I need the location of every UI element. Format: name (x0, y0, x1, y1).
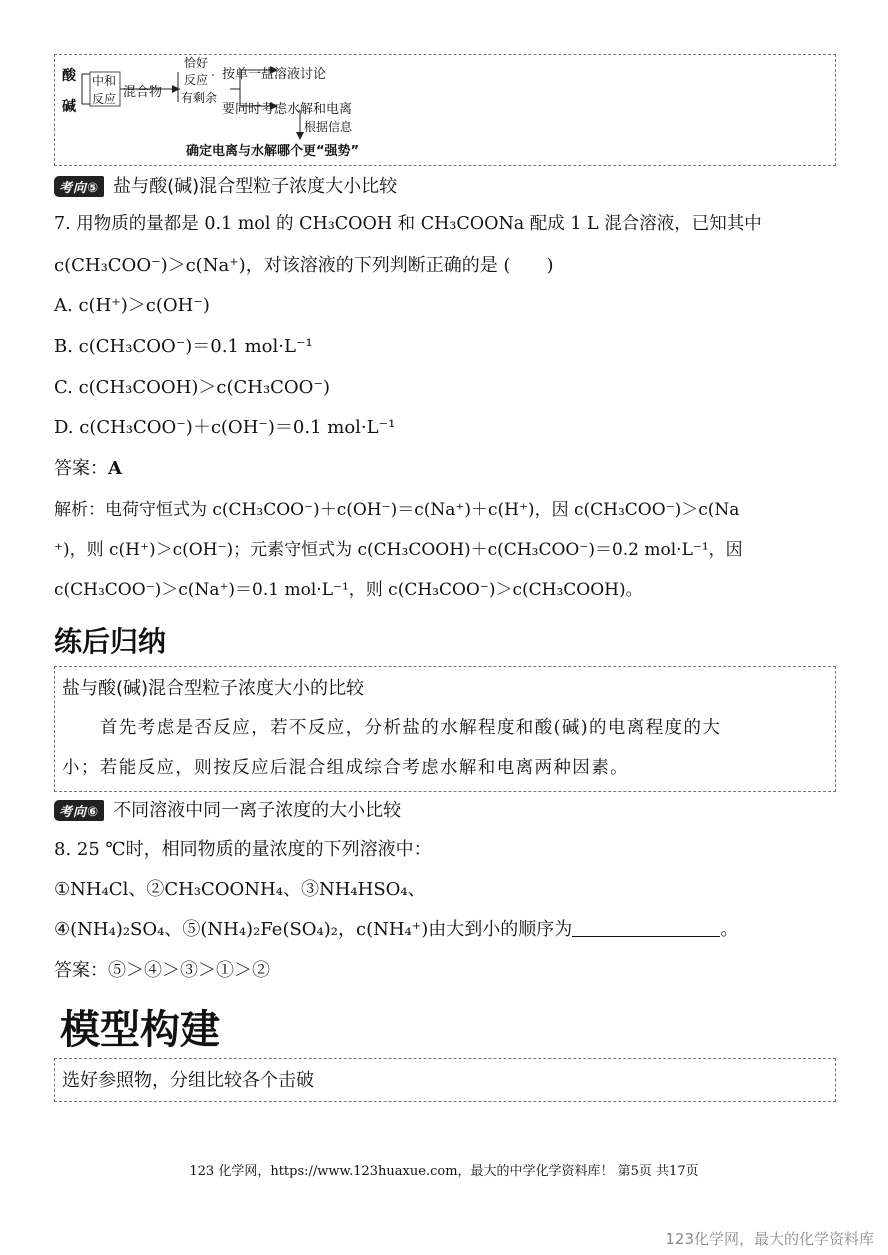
model-heading: 模型构建 (60, 1007, 220, 1053)
diagram-result-single: 按单一盐溶液讨论 (222, 67, 327, 82)
summary-box-text-1: 首先考虑是否反应，若不反应，分析盐的水解程度和酸(碱)的电离程度的大 (100, 718, 722, 738)
q7-analysis-2: ⁺)，则 c(H⁺)＞c(OH⁻)；元素守恒式为 c(CH₃COOH)＋c(CH₃COO⁻)＝0.2 mol·L⁻¹，因 (54, 540, 743, 560)
q8-answer-blank[interactable] (572, 918, 720, 937)
q7-stem-2: c(CH₃COO⁻)＞c(Na⁺)，对该溶液的下列判断正确的是 ( ) (54, 255, 554, 276)
summary-heading: 练后归纳 (54, 625, 167, 658)
q7-stem-1: 7. 用物质的量都是 0.1 mol 的 CH₃COOH 和 CH₃COONa 配成 1 L 混合溶液，已知其中 (54, 214, 762, 234)
diagram-neutralize-1: 中和 (92, 74, 117, 88)
q7-answer-value: A (108, 458, 122, 479)
summary-box-text-2: 小；若能反应，则按反应后混合组成综合考虑水解和电离两种因素。 (62, 758, 629, 778)
q7-answer-label: 答案： (54, 458, 108, 479)
q8-answer (54, 959, 270, 983)
diagram-exact-1: 恰好 (184, 56, 209, 70)
q8-list-2 (54, 918, 738, 942)
diagram-exact-2: 反应 (184, 73, 209, 87)
page-footer: 123 化学网，https://www.123huaxue.com，最大的中学化学资料库！ 第5页 共17页 (189, 1164, 699, 1179)
diagram-excess: 有剩余 (181, 91, 218, 105)
diagram-mixture: 混合物 (123, 85, 163, 100)
section5-title: 盐与酸(碱)混合型粒子浓度大小比较 (113, 176, 398, 197)
diagram-neutralize-2: 反应 (92, 92, 117, 106)
q8-answer-label: 答案： (54, 960, 108, 981)
watermark: 123化学网，最大的化学资料库 (665, 1230, 874, 1248)
q7-analysis-3: c(CH₃COO⁻)＞c(Na⁺)＝0.1 mol·L⁻¹，则 c(CH₃COO⁻)＞c(CH₃COOH)。 (54, 580, 643, 600)
section5-tag: 考向⑤ (54, 176, 104, 197)
diagram-result-both: 要同时考虑水解和电离 (222, 102, 353, 117)
q7-option-a: A. c(H⁺)＞c(OH⁻) (54, 295, 210, 316)
section6-heading (54, 796, 401, 822)
summary-box-title: 盐与酸(碱)混合型粒子浓度大小的比较 (62, 678, 365, 699)
section6-tag: 考向⑥ (54, 800, 104, 821)
q7-option-c: C. c(CH₃COOH)＞c(CH₃COO⁻) (54, 377, 330, 398)
q7-analysis-1: 解析：电荷守恒式为 c(CH₃COO⁻)＋c(OH⁻)＝c(Na⁺)＋c(H⁺)，因 c(CH₃COO⁻)＞c(Na (54, 500, 740, 520)
q7-answer (54, 457, 122, 481)
q8-answer-value: ⑤＞④＞③＞①＞② (108, 960, 270, 981)
flow-diagram-lines (54, 54, 836, 166)
diagram-conclusion: 确定电离与水解哪个更“强势” (186, 144, 360, 159)
q8-list-1: ①NH₄Cl、②CH₃COONH₄、③NH₄HSO₄、 (54, 879, 426, 900)
q8-list-2-end: 。 (720, 919, 739, 940)
q8-stem: 8. 25 ℃时，相同物质的量浓度的下列溶液中： (54, 839, 432, 860)
diagram-per-info: 根据信息 (304, 120, 353, 134)
diagram-base: 碱 (62, 99, 76, 115)
diagram-acid: 酸 (62, 68, 76, 84)
q7-option-b: B. c(CH₃COO⁻)＝0.1 mol·L⁻¹ (54, 336, 313, 357)
section6-title: 不同溶液中同一离子浓度的大小比较 (113, 800, 402, 821)
q8-list-2-text: ④(NH₄)₂SO₄、⑤(NH₄)₂Fe(SO₄)₂，c(NH₄⁺)由大到小的顺序为 (54, 919, 573, 940)
model-box-text: 选好参照物，分组比较各个击破 (62, 1070, 314, 1091)
section5-heading (54, 172, 397, 198)
q7-option-d: D. c(CH₃COO⁻)＋c(OH⁻)＝0.1 mol·L⁻¹ (54, 417, 396, 438)
